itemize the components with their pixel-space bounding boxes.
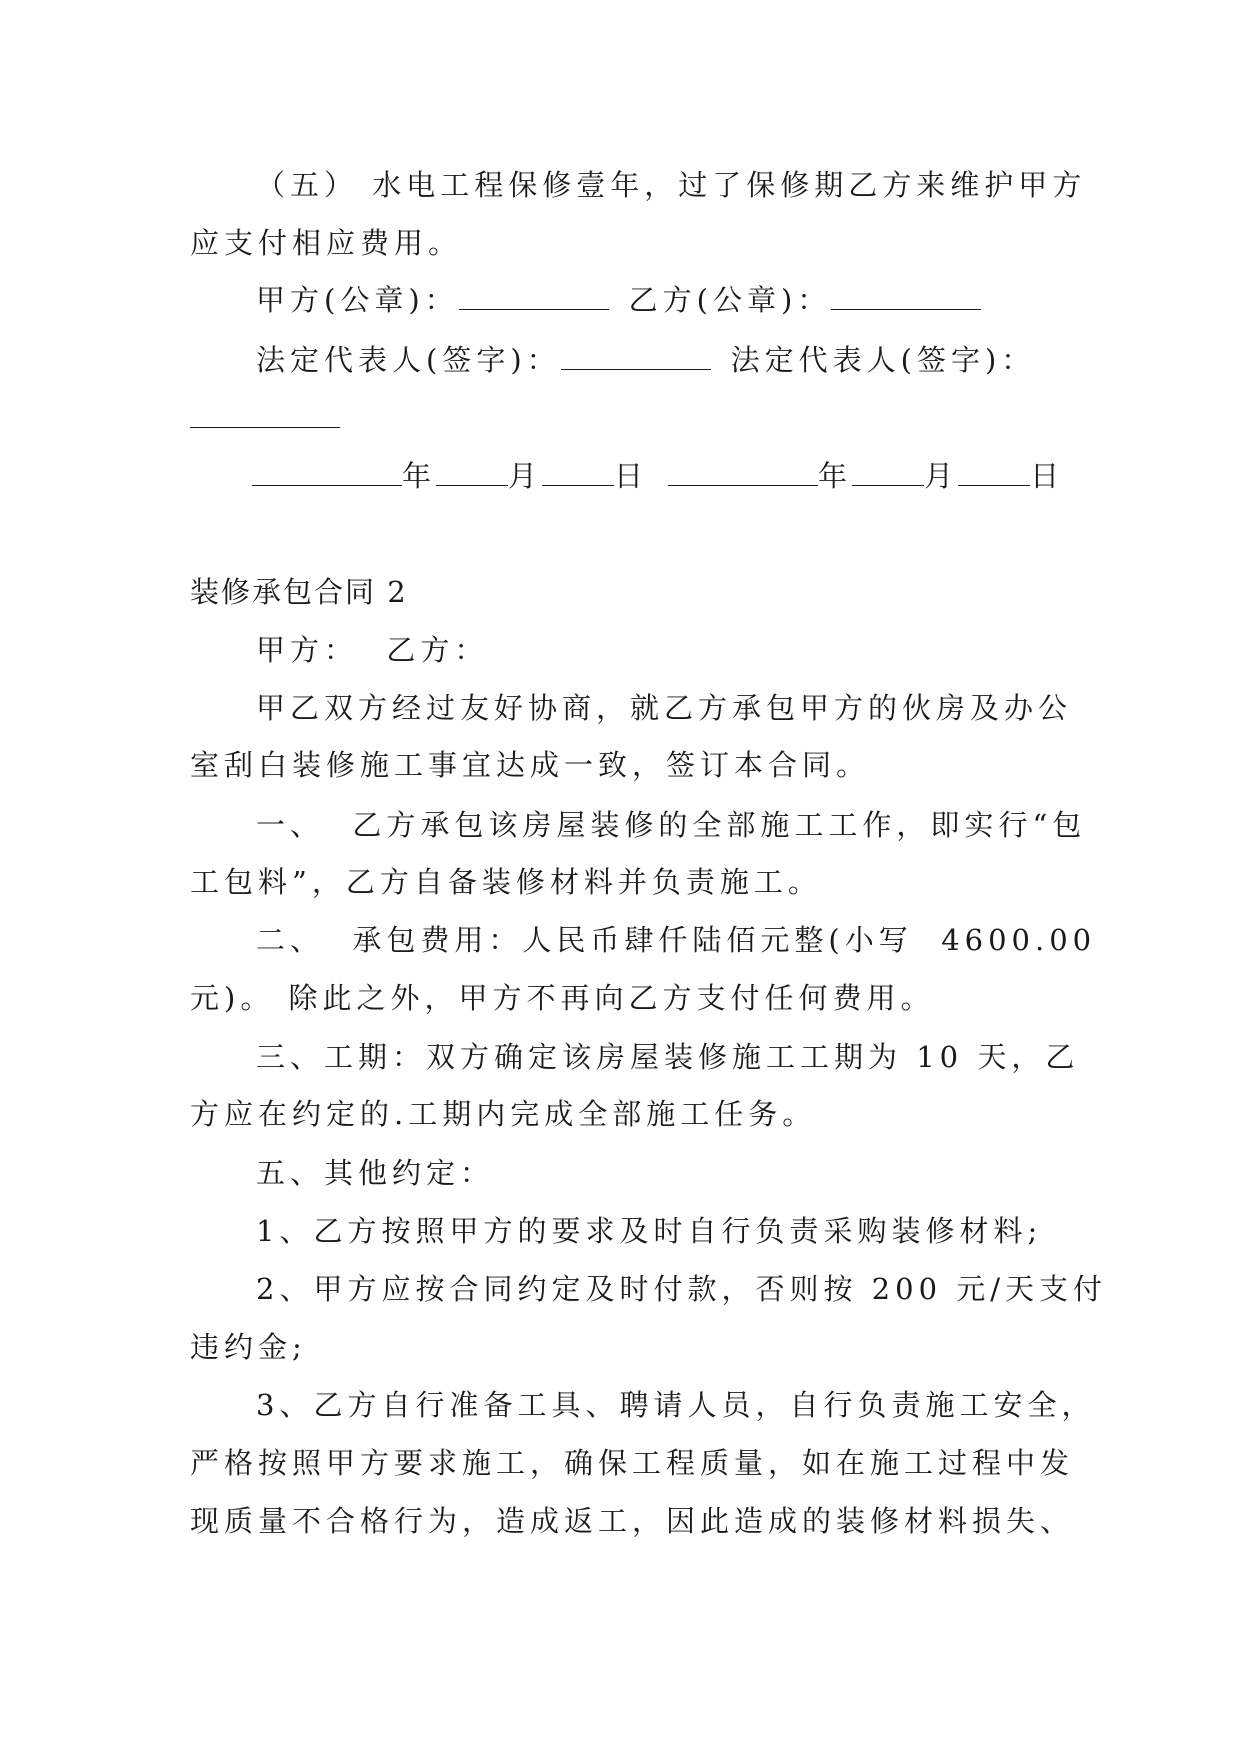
date-a-month: 月: [508, 459, 543, 493]
party-b-rep-blank: [190, 399, 340, 428]
paragraph-line: 一、 乙方承包该房屋装修的全部施工工作，即实行“包: [256, 808, 1087, 842]
clause-five-line-2: 应支付相应费用。: [190, 226, 463, 260]
date-a-month-blank: [436, 457, 508, 486]
paragraph-line: 1、乙方按照甲方的要求及时自行负责采购装修材料;: [256, 1214, 1043, 1248]
clause-five-line-1: （五） 水电工程保修壹年，过了保修期乙方来维护甲方: [256, 168, 1087, 202]
paragraph-line: 室刮白装修施工事宜达成一致，签订本合同。: [190, 748, 871, 782]
parties-line: 甲方： 乙方：: [256, 633, 489, 667]
date-b-day: 日: [1030, 459, 1065, 493]
date-b-day-blank: [958, 457, 1030, 486]
paragraph-line: 3、乙方自行准备工具、聘请人员，自行负责施工安全，: [256, 1388, 1096, 1422]
paragraph-line: 现质量不合格行为，造成返工，因此造成的装修材料损失、: [190, 1504, 1075, 1538]
date-b-year-blank: [668, 457, 818, 486]
party-b-seal-label: 乙方(公章)：: [628, 283, 832, 317]
paragraph-line: 方应在约定的.工期内完成全部施工任务。: [190, 1097, 817, 1131]
party-a-seal-blank: [459, 281, 609, 310]
paragraph-line: 二、 承包费用：人民币肆仟陆佰元整(小写 4600.00: [256, 923, 1097, 957]
date-a-year-blank: [252, 457, 402, 486]
paragraph-line: 元)。 除此之外，甲方不再向乙方支付任何费用。: [190, 981, 935, 1015]
paragraph-line: 五、其他约定：: [256, 1156, 495, 1190]
representative-line: [256, 340, 1035, 380]
paragraph-line: 违约金;: [190, 1330, 307, 1364]
paragraph-line: 甲乙双方经过友好协商，就乙方承包甲方的伙房及办公: [256, 691, 1073, 725]
date-a-day: 日: [614, 459, 649, 493]
date-b-year: 年: [818, 459, 853, 493]
date-line: [252, 456, 1064, 496]
contract-title: 装修承包合同 2: [190, 575, 408, 609]
paragraph-line: 2、甲方应按合同约定及时付款，否则按 200 元/天支付: [256, 1272, 1108, 1306]
party-a-seal-label: 甲方(公章)：: [256, 283, 459, 317]
date-a-year: 年: [402, 459, 437, 493]
representative-blank-line: [190, 398, 340, 438]
party-a-rep-label: 法定代表人(签字)：: [256, 343, 561, 377]
party-b-rep-label: 法定代表人(签字)：: [730, 343, 1036, 377]
party-b-seal-blank: [831, 281, 981, 310]
paragraph-line: 严格按照甲方要求施工，确保工程质量，如在施工过程中发: [190, 1446, 1075, 1480]
date-b-month: 月: [924, 459, 959, 493]
paragraph-line: 工包料”，乙方自备装修材料并负责施工。: [190, 865, 822, 899]
date-a-day-blank: [542, 457, 614, 486]
party-a-rep-blank: [561, 341, 711, 370]
paragraph-line: 三、工期：双方确定该房屋装修施工工期为 10 天，乙: [256, 1040, 1080, 1074]
seal-line: [256, 280, 981, 320]
date-b-month-blank: [852, 457, 924, 486]
